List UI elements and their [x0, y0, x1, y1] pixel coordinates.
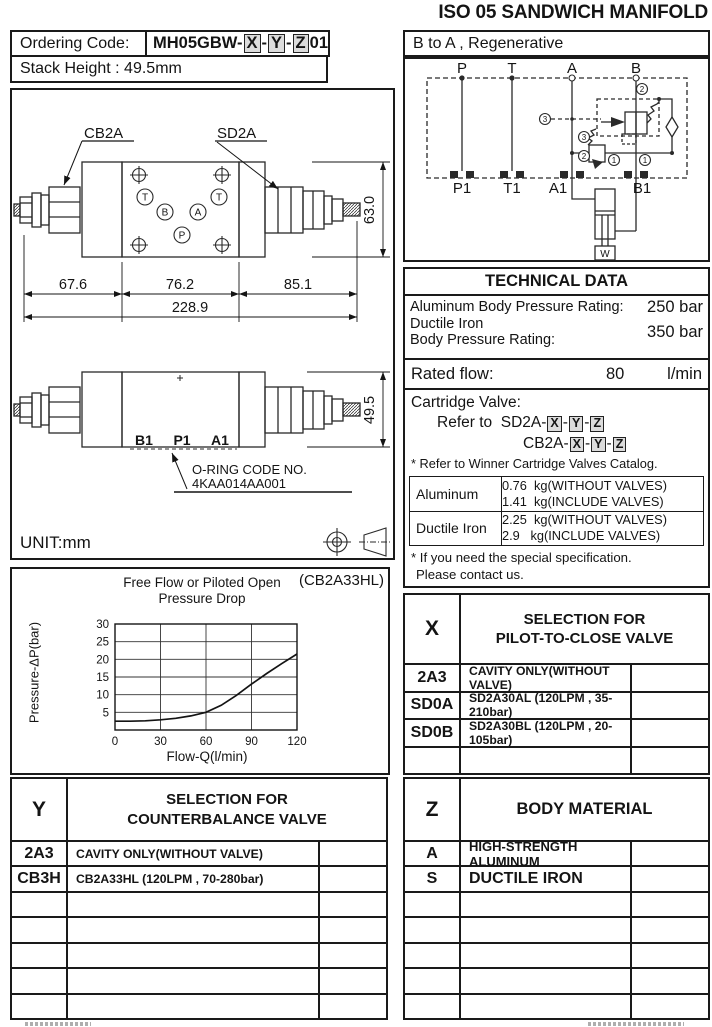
- footer-left-marks: [25, 1022, 91, 1026]
- svg-text:P1: P1: [173, 432, 191, 448]
- empty-cell: [630, 867, 708, 890]
- table-row: [405, 969, 708, 994]
- table-row: [410, 512, 703, 546]
- oring-callout: [172, 453, 352, 492]
- x-selection-table: [403, 593, 710, 775]
- oring-code: 4KAA014AA001: [192, 476, 286, 491]
- x-tick-label: 60: [199, 736, 213, 748]
- y-tick-label: 25: [96, 636, 109, 649]
- rated-flow-value: 80: [606, 364, 625, 383]
- x-table-header: [405, 595, 708, 665]
- top-view-dimensions: [24, 162, 390, 322]
- svg-text:B1: B1: [632, 180, 652, 197]
- footer-right-marks: [588, 1022, 684, 1026]
- iron-rating-label: Ductile Iron Body Pressure Rating:: [410, 316, 556, 348]
- chart-model-annotation: (CB2A33HL): [298, 572, 384, 589]
- svg-text:3: 3: [581, 133, 587, 142]
- aluminum-rating-value: 250 bar: [647, 298, 703, 316]
- empty-cell: [318, 842, 386, 865]
- svg-text:T1: T1: [503, 180, 521, 197]
- svg-text:A: A: [566, 60, 578, 77]
- sd2a-label: SD2A: [217, 125, 257, 142]
- circuit-title: B to A , Regenerative: [403, 30, 710, 57]
- technical-data-title: TECHNICAL DATA: [405, 269, 708, 296]
- svg-text:B1: B1: [135, 432, 153, 448]
- x-tick-label: 120: [287, 736, 307, 748]
- empty-cell: [630, 693, 708, 719]
- svg-text:3: 3: [542, 115, 548, 124]
- weight-material: Aluminum: [410, 477, 502, 511]
- pressure-ratings: [405, 296, 708, 360]
- svg-text:P1: P1: [452, 180, 472, 197]
- table-row: CB3H CB2A33HL (120LPM , 70-280bar): [12, 867, 386, 892]
- empty-cell: [630, 748, 708, 774]
- chart-x-axis-label: Flow-Q(l/min): [166, 749, 248, 764]
- code-prefix: MH05GBW-: [153, 34, 243, 52]
- ordering-code-value: MH05GBW- X - Y - Z 01: [153, 33, 328, 52]
- chart-title: Free Flow or Piloted Open Pressure Drop: [123, 575, 281, 607]
- code-x-box: X: [244, 34, 261, 53]
- cartridge-valve-section: Cartridge Valve: Refer to SD2A- X - Y - Z CB2A- X - Y - Z: [405, 390, 708, 456]
- code-z-box: Z: [293, 34, 309, 53]
- empty-cell: [318, 995, 386, 1018]
- catalog-note: * Refer to Winner Cartridge Valves Catalog.: [411, 456, 658, 471]
- svg-text:228.9: 228.9: [171, 300, 209, 316]
- empty-cell: [630, 665, 708, 691]
- svg-text:A1: A1: [211, 432, 229, 448]
- table-row: [405, 995, 708, 1018]
- empty-cell: [630, 842, 708, 865]
- x-tick-label: 0: [111, 736, 119, 748]
- y-selection-table: [10, 777, 388, 1020]
- page-title: ISO 05 SANDWICH MANIFOLD: [438, 2, 708, 23]
- weight-table: [409, 476, 704, 546]
- y-tick-label: 15: [96, 672, 109, 684]
- cb2a-label: CB2A: [84, 125, 124, 142]
- y-tick-label: 30: [96, 619, 109, 631]
- empty-cell: [630, 918, 708, 941]
- z-table-header: [405, 779, 708, 842]
- empty-cell: [318, 867, 386, 890]
- y-tick-label: 5: [102, 707, 109, 720]
- svg-text:P: P: [178, 230, 186, 242]
- hydraulic-schematic-panel: [403, 57, 710, 262]
- table-row: S DUCTILE IRON: [405, 867, 708, 892]
- empty-cell: [630, 720, 708, 746]
- table-row: [12, 995, 386, 1018]
- rated-flow-row: [405, 360, 708, 390]
- svg-text:85.1: 85.1: [283, 277, 313, 293]
- projection-symbol-icon: [323, 528, 391, 556]
- table-row: SD0B SD2A30BL (120LPM , 20-105bar): [405, 720, 708, 748]
- schematic-lines: [427, 78, 687, 260]
- y-table-code: Y: [12, 779, 68, 840]
- empty-cell: [318, 969, 386, 992]
- iron-rating-value: 350 bar: [647, 323, 703, 342]
- svg-text:2: 2: [639, 85, 645, 94]
- unit-label: UNIT:mm: [20, 533, 91, 552]
- svg-text:P: P: [456, 60, 468, 77]
- top-view-port-letters: [142, 193, 222, 242]
- empty-cell: [318, 944, 386, 967]
- table-row: [405, 918, 708, 943]
- table-row: [405, 893, 708, 918]
- cartridge-valve-label: Cartridge Valve:: [411, 394, 521, 411]
- chart-y-axis-label: Pressure-ΔP(bar): [26, 621, 42, 724]
- z-selection-table: [403, 777, 710, 1020]
- z-table-title: BODY MATERIAL: [516, 799, 653, 818]
- code-suffix: 01: [309, 34, 328, 52]
- empty-cell: [318, 893, 386, 916]
- pressure-drop-chart-panel: [10, 567, 390, 775]
- svg-text:T: T: [141, 192, 149, 204]
- table-row: [405, 748, 708, 774]
- table-row: A HIGH-STRENGTH ALUMINUM: [405, 842, 708, 867]
- x-table-title: SELECTION FOR PILOT-TO-CLOSE VALVE: [495, 610, 674, 647]
- aluminum-rating-label: Aluminum Body Pressure Rating:: [410, 298, 624, 315]
- stack-height-row: Stack Height : 49.5mm: [10, 57, 328, 83]
- weight-label: W: [600, 249, 610, 260]
- empty-cell: [318, 918, 386, 941]
- top-view-dim-labels: [59, 196, 378, 316]
- weight-material: Ductile Iron: [410, 512, 502, 546]
- table-row: [12, 918, 386, 943]
- technical-data-panel: [403, 267, 710, 588]
- valve-drawing-panel: [10, 88, 395, 560]
- empty-cell: [630, 893, 708, 916]
- svg-text:A: A: [194, 207, 202, 219]
- top-view-outline: [14, 162, 360, 257]
- table-row: [12, 944, 386, 969]
- table-row: 2A3 CAVITY ONLY(WITHOUT VALVE): [405, 665, 708, 693]
- empty-cell: [630, 969, 708, 992]
- svg-text:B: B: [630, 60, 642, 77]
- svg-text:B: B: [161, 207, 169, 219]
- empty-cell: [630, 995, 708, 1018]
- y-tick-label: 10: [96, 689, 109, 702]
- x-tick-label: 90: [245, 736, 258, 748]
- svg-text:T: T: [215, 192, 223, 204]
- special-spec-note: * If you need the special specification. Please contact us.: [411, 550, 632, 582]
- oring-label: O-RING CODE NO.: [192, 462, 307, 477]
- empty-cell: [630, 944, 708, 967]
- svg-text:67.6: 67.6: [58, 277, 88, 293]
- svg-text:63.0: 63.0: [362, 195, 378, 225]
- side-view-port-labels: [135, 432, 229, 448]
- svg-text:76.2: 76.2: [165, 277, 195, 293]
- cartridge-callouts: [64, 125, 278, 189]
- hydraulic-schematic-drawing: [405, 59, 708, 260]
- schematic-port-labels: [453, 60, 651, 260]
- valve-dimension-drawing: [12, 90, 393, 558]
- weight-values: 2.25 kg(WITHOUT VALVES) 2.9 kg(INCLUDE VALVES): [502, 512, 667, 544]
- rated-flow-unit: l/min: [667, 364, 702, 383]
- x-tick-label: 30: [154, 736, 167, 748]
- table-row: [405, 944, 708, 969]
- z-table-code: Z: [405, 779, 461, 840]
- code-y-box: Y: [268, 34, 285, 53]
- svg-text:T: T: [507, 60, 517, 77]
- table-row: [410, 477, 703, 512]
- table-row: [12, 893, 386, 918]
- ordering-code-row: [10, 30, 330, 57]
- svg-text:1: 1: [642, 156, 648, 165]
- table-row: SD0A SD2A30AL (120LPM , 35-210bar): [405, 693, 708, 721]
- table-row: [12, 969, 386, 994]
- rated-flow-label: Rated flow:: [411, 364, 494, 383]
- y-tick-label: 20: [96, 654, 109, 667]
- ordering-code-label: Ordering Code:: [12, 32, 147, 55]
- y-table-title: SELECTION FOR COUNTERBALANCE VALVE: [127, 791, 327, 828]
- x-table-code: X: [405, 595, 461, 663]
- table-row: 2A3 CAVITY ONLY(WITHOUT VALVE): [12, 842, 386, 867]
- svg-text:1: 1: [611, 156, 617, 165]
- y-table-header: [12, 779, 386, 842]
- svg-text:2: 2: [581, 152, 587, 161]
- svg-text:A1: A1: [548, 180, 568, 197]
- side-height-dim-label: 49.5: [362, 395, 378, 425]
- weight-values: 0.76 kg(WITHOUT VALVES) 1.41 kg(INCLUDE VALVES): [502, 477, 667, 509]
